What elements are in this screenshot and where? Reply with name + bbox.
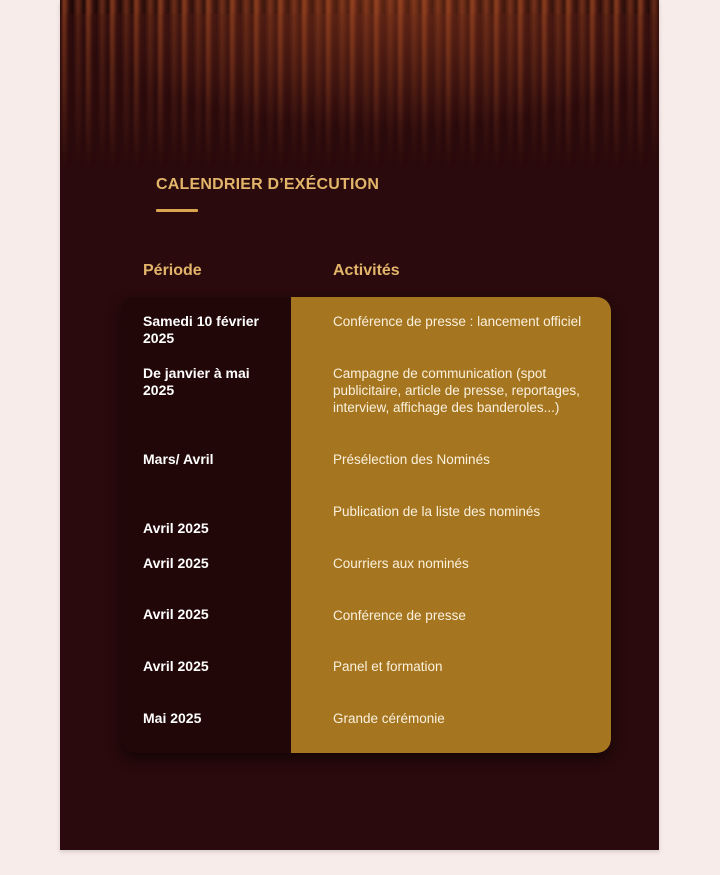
column-header-period: Période [143,262,202,279]
row-1-period: Samedi 10 février 2025 [143,313,259,346]
row-3-activity: Présélection des Nominés [333,452,490,467]
row-3-period: Mars/ Avril [143,451,214,467]
row-6-activity: Conférence de presse [333,608,466,623]
row-5-activity: Courriers aux nominés [333,556,469,571]
row-2-activity: Campagne de communication (spot publicitaire, article de presse, reportages, interview, affichage des banderoles...) [333,366,580,415]
row-4-period: Avril 2025 [143,520,209,536]
row-2-period: De janvier à mai 2025 [143,365,250,398]
document-page [60,0,659,850]
row-1-activity: Conférence de presse : lancement officiel [333,314,582,329]
schedule-table [121,297,611,753]
page-title: CALENDRIER D’EXÉCUTION [156,176,380,193]
row-8-activity: Grande cérémonie [333,711,445,726]
column-header-activities: Activités [333,262,400,279]
row-7-period: Avril 2025 [143,658,209,674]
row-5-period: Avril 2025 [143,555,209,571]
title-underline [156,209,198,212]
row-8-period: Mai 2025 [143,710,202,726]
row-6-period: Avril 2025 [143,606,209,622]
row-4-activity: Publication de la liste des nominés [333,504,541,519]
curtain-glow [60,0,659,130]
row-7-activity: Panel et formation [333,659,443,674]
